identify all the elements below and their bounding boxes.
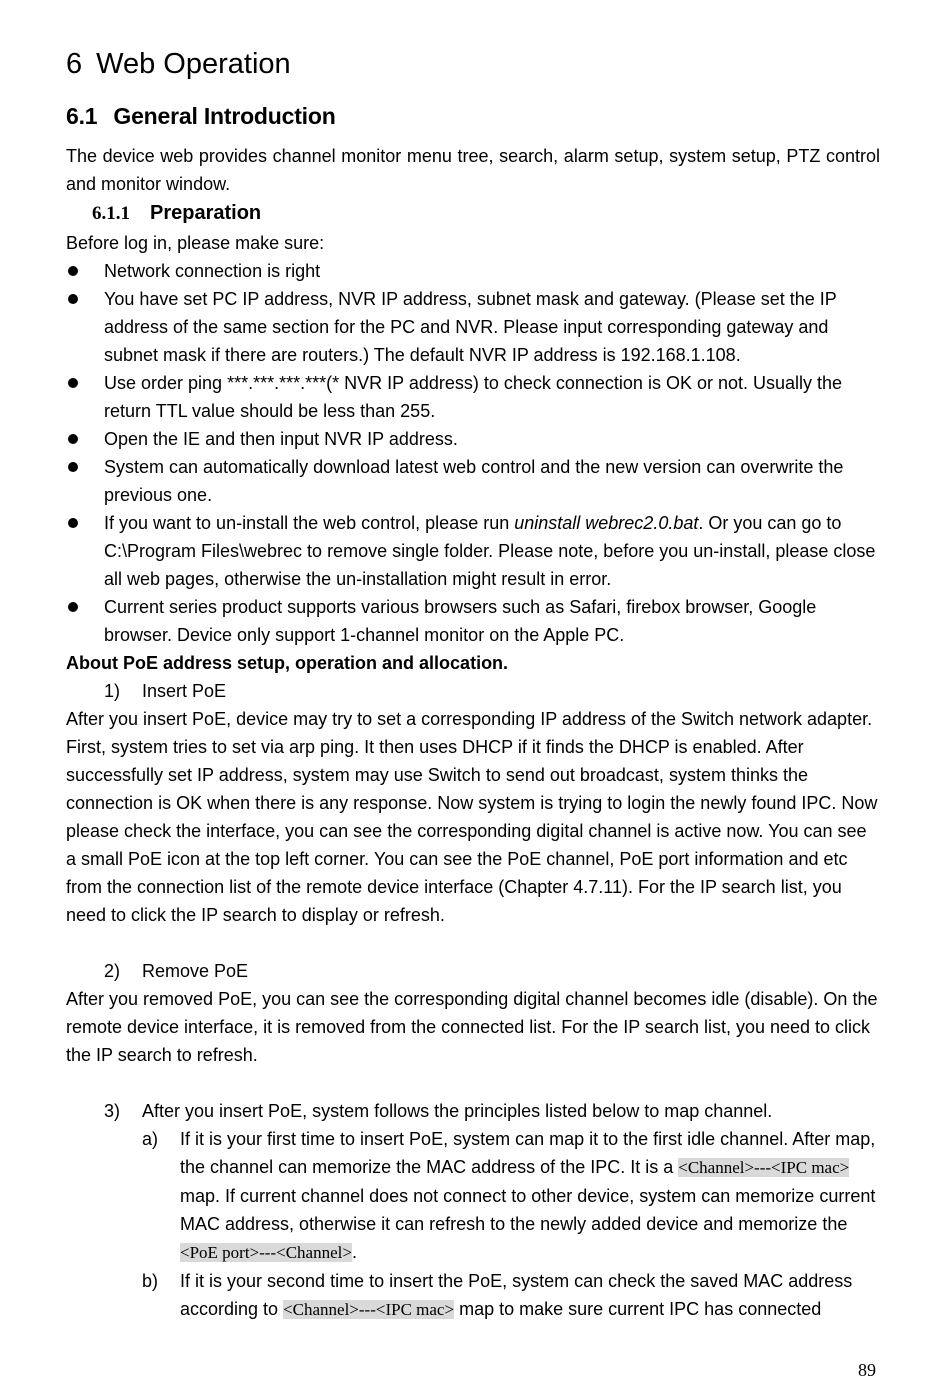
bullet-icon: [68, 266, 78, 276]
sub-item-b: b) If it is your second time to insert the PoE, system can check the saved MAC address according to <Channel>---<IPC mac> map to make sure current IPC has connected: [142, 1271, 853, 1319]
numbered-item-map: 3) After you insert PoE, system follows the principles listed below to map channel.: [104, 1101, 773, 1121]
preparation-list: [66, 257, 880, 649]
channel-mac-highlight: <Channel>---<IPC mac>: [678, 1158, 850, 1177]
section-number: 6.1: [66, 103, 98, 129]
page-number: 89: [858, 1360, 876, 1380]
numbered-item-remove: 2) Remove PoE: [104, 961, 249, 981]
numbered-item-insert: 1) Insert PoE: [104, 681, 227, 701]
chapter-number: 6: [66, 48, 83, 80]
list-item: You have set PC IP address, NVR IP address, subnet mask and gateway. (Please set the IP address of the same section for the PC and NVR. Please input corresponding gateway and subnet mask if there are routers.) The default NVR IP address is 192.168.1.108.: [66, 285, 880, 369]
list-item: Use order ping ***.***.***.***(* NVR IP address) to check connection is OK or not. Usually the return TTL value should be less than 255.: [66, 369, 880, 425]
document-page: [66, 40, 880, 1324]
section-title: General Introduction: [113, 103, 336, 129]
bullet-icon: [68, 462, 78, 472]
list-item: Network connection is right: [66, 257, 880, 285]
insert-poe-paragraph: After you insert PoE, device may try to set a corresponding IP address of the Switch network adapter. First, system tries to set via arp ping. It then uses DHCP if it finds the DHCP is enabled. After successfully set IP address, system may use Switch to send out broadcast, system thinks the connection is OK when there is any response. Now system is trying to login the newly found IPC. Now please check the interface, you can see the corresponding digital channel is active now. You can see a small PoE icon at the top left corner. You can see the PoE channel, PoE port information and etc from the connection list of the remote device interface (Chapter 4.7.11). For the IP search list, you need to click the IP search to display or refresh.: [66, 709, 878, 925]
subsection-title: Preparation: [150, 202, 262, 224]
subsection-heading: [92, 198, 880, 229]
subsection-number: 6.1.1: [92, 203, 130, 224]
bullet-icon: [68, 518, 78, 528]
list-item: Current series product supports various browsers such as Safari, firebox browser, Google browser. Device only support 1-channel monitor on the Apple PC.: [66, 593, 880, 649]
section-heading: [66, 100, 880, 132]
bullet-icon: [68, 602, 78, 612]
channel-mac-highlight: <Channel>---<IPC mac>: [283, 1300, 455, 1319]
list-item: If you want to un-install the web control, please run uninstall webrec2.0.bat. Or you can go to C:\Program Files\webrec to remove single folder. Please note, before you un-install, please close all web pages, otherwise the un-installation might result in error.: [66, 509, 880, 593]
sub-item-a: a) If it is your first time to insert PoE, system can map it to the first idle channel. After map, the channel can memorize the MAC address of the IPC. It is a <Channel>---<IPC mac> map. If current channel does not connect to other device, system can memorize current MAC address, otherwise it can refresh to the newly added device and memorize the <PoE port>---<Channel>.: [142, 1129, 876, 1262]
chapter-title: Web Operation: [96, 48, 291, 80]
uninstall-command: uninstall webrec2.0.bat: [514, 513, 699, 533]
remove-poe-paragraph: After you removed PoE, you can see the corresponding digital channel becomes idle (disable). On the remote device interface, it is removed from the connected list. For the IP search list, you need to click the IP search to refresh.: [66, 989, 878, 1065]
before-login-text: Before log in, please make sure:: [66, 233, 325, 253]
intro-paragraph: The device web provides channel monitor menu tree, search, alarm setup, system setup, PTZ control and monitor window.: [66, 146, 880, 194]
bullet-icon: [68, 294, 78, 304]
chapter-heading: [66, 46, 880, 82]
poe-port-highlight: <PoE port>---<Channel>: [180, 1243, 352, 1262]
bullet-icon: [68, 434, 78, 444]
list-item: System can automatically download latest web control and the new version can overwrite the previous one.: [66, 453, 880, 509]
list-item: Open the IE and then input NVR IP address.: [66, 425, 880, 453]
poe-heading: About PoE address setup, operation and allocation.: [66, 653, 509, 673]
bullet-icon: [68, 378, 78, 388]
